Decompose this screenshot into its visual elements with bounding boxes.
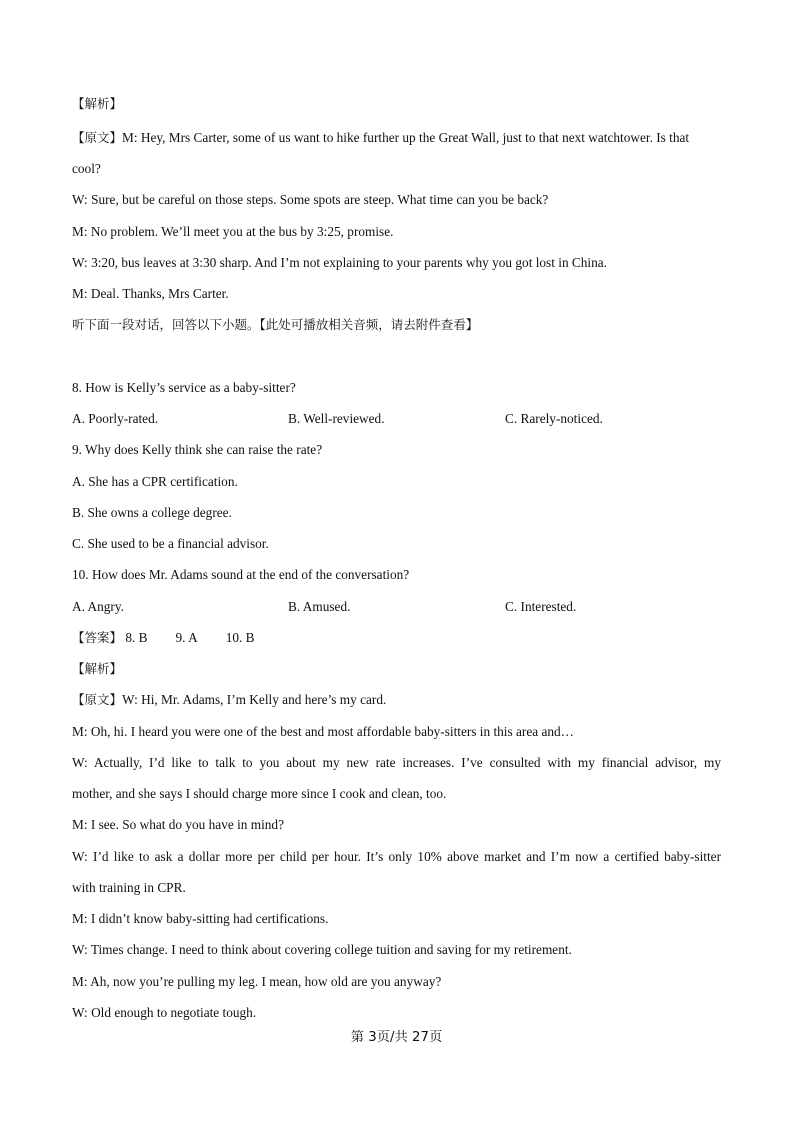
transcript-line: cool? <box>72 161 101 176</box>
option-a: A. Angry. <box>72 599 124 614</box>
transcript-line: W: Sure, but be careful on those steps. Some spots are steep. What time can you be back? <box>72 192 549 207</box>
transcript-line: M: No problem. We’ll meet you at the bus by 3:25, promise. <box>72 224 394 239</box>
option-b: B. Amused. <box>288 599 351 614</box>
transcript-line: M: Deal. Thanks, Mrs Carter. <box>72 286 229 301</box>
transcript-line: M: I didn’t know baby-sitting had certifications. <box>72 911 329 926</box>
transcript-tag: 【原文】 <box>72 130 123 145</box>
transcript-text: M: Hey, Mrs Carter, some of us want to hike further up the Great Wall, just to that next watchtower. Is that <box>122 130 690 145</box>
transcript-line: with training in CPR. <box>72 880 186 895</box>
option-c: C. Interested. <box>505 599 577 614</box>
transcript-line: M: Ah, now you’re pulling my leg. I mean, how old are you anyway? <box>72 974 442 989</box>
option-b: B. She owns a college degree. <box>72 505 232 520</box>
transcript-tag: 【原文】 <box>72 692 123 707</box>
transcript-line: M: Oh, hi. I heard you were one of the best and most affordable baby-sitters in this area and… <box>72 724 574 739</box>
transcript-line: mother, and she says I should charge more since I cook and clean, too. <box>72 786 447 801</box>
transcript-line: M: I see. So what do you have in mind? <box>72 817 284 832</box>
question-stem: 8. How is Kelly’s service as a baby-sitter? <box>72 380 296 395</box>
option-a: A. Poorly-rated. <box>72 411 159 426</box>
transcript-line <box>72 129 689 147</box>
transcript-line <box>72 691 386 709</box>
page-number: 第 3页/共 27页 <box>350 1030 443 1045</box>
transcript-line: W: Times change. I need to think about covering college tuition and saving for my retirement. <box>72 942 572 957</box>
answer-tag: 【答案】 <box>72 630 123 645</box>
question-stem: 10. How does Mr. Adams sound at the end of the conversation? <box>72 567 410 582</box>
transcript-line: W: I’d like to ask a dollar more per child per hour. It’s only 10% above market and I’m now a certified baby-sitter <box>72 849 721 864</box>
analysis-tag: 【解析】 <box>72 661 123 676</box>
listening-instruction: 听下面一段对话，回答以下小题。【此处可播放相关音频，请去附件查看】 <box>72 317 479 332</box>
transcript-text: W: Hi, Mr. Adams, I’m Kelly and here’s my card. <box>122 692 387 707</box>
option-b: B. Well-reviewed. <box>288 411 385 426</box>
transcript-line: W: 3:20, bus leaves at 3:30 sharp. And I’m not explaining to your parents why you got lost in China. <box>72 255 608 270</box>
answer-item: 9. A <box>175 630 198 645</box>
question-stem: 9. Why does Kelly think she can raise the rate? <box>72 442 323 457</box>
option-a: A. She has a CPR certification. <box>72 474 238 489</box>
analysis-tag: 【解析】 <box>72 96 123 111</box>
transcript-line: W: Actually, I’d like to talk to you about my new rate increases. I’ve consulted with my financial advisor, my <box>72 755 721 770</box>
answer-item: 8. B <box>125 630 148 645</box>
transcript-line: W: Old enough to negotiate tough. <box>72 1005 257 1020</box>
option-c: C. She used to be a financial advisor. <box>72 536 269 551</box>
answer-line <box>72 629 255 647</box>
option-c: C. Rarely-noticed. <box>505 411 603 426</box>
answer-item: 10. B <box>225 630 255 645</box>
